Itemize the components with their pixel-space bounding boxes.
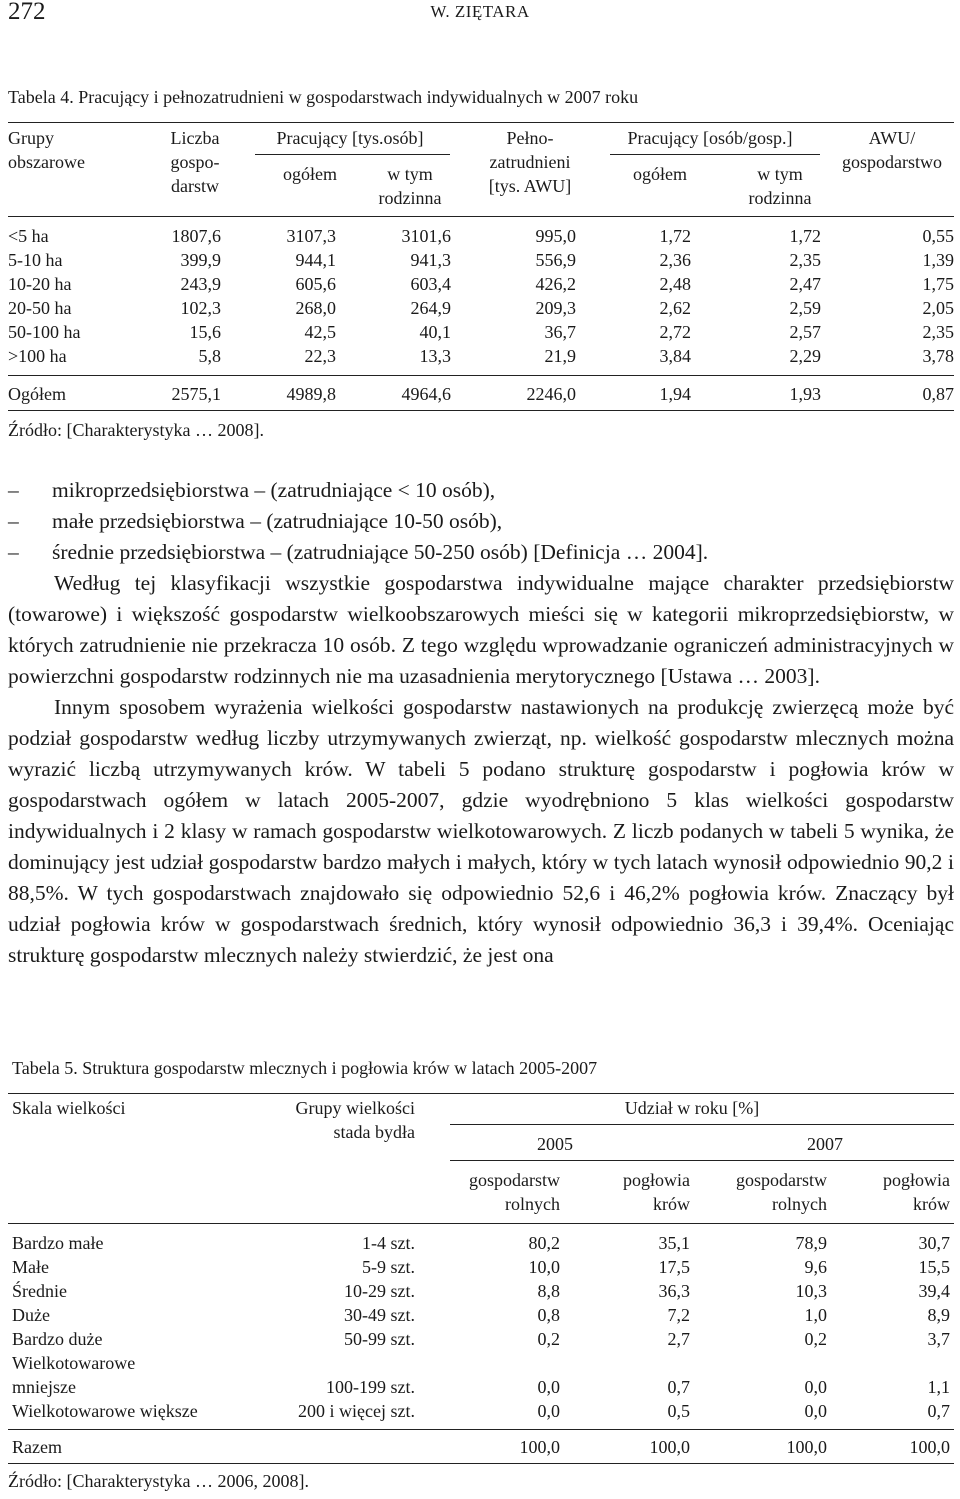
table-row: [6, 1327, 956, 1351]
running-head: W. ZIĘTARA: [430, 2, 530, 21]
t4-cell: 1,72: [659, 226, 691, 246]
t5-cell: 200 i więcej szt.: [298, 1401, 415, 1421]
t4-cell: 2,35: [922, 322, 954, 342]
t5-cell: 100-199 szt.: [326, 1377, 415, 1397]
t5-cell: 1,1: [927, 1377, 950, 1397]
t4-head-awu2: gospodarstwo: [842, 152, 942, 172]
t5-cell: 0,7: [927, 1401, 950, 1421]
t4-head-liczba2: gospo-: [170, 152, 220, 172]
table5-source: Źródło: [Charakterystyka … 2006, 2008].: [8, 1471, 309, 1491]
t4-cell: 50-100 ha: [8, 322, 81, 342]
t4-cell: 426,2: [535, 274, 576, 294]
t5-cell: Wielkotowarowe większe: [12, 1401, 198, 1421]
table5-total-rule: [8, 1429, 954, 1430]
table5-bottom-rule: [8, 1463, 954, 1464]
t5-cell: 0,0: [537, 1377, 560, 1397]
t4-cell: 605,6: [295, 274, 336, 294]
t5-head-gosp1-a: gospodarstw: [469, 1170, 560, 1190]
enterprise-class-list: [8, 475, 954, 568]
table-row: [2, 320, 960, 344]
t4-cell: 2,05: [922, 298, 954, 318]
bullet-dash: –: [8, 509, 19, 533]
t4-cell: 3107,3: [286, 226, 336, 246]
paragraph: Według tej klasyfikacji wszystkie gospodarstwa indywidualne mające charakter przedsiębiorstw (towarowe) i większość gospodarstw wielkoobszarowych mieści się w kategorii mikroprzedsiębiorstw, w których zatrudnienie nie przekracza 10 osób. Z tego względu wprowadzanie ograniczeń administracyjnych w powierzchni gospodarstw rodzinnych nie ma uzasadnienia merytorycznego [Ustawa … 2003].: [8, 571, 954, 688]
table5-caption: Tabela 5. Struktura gospodarstw mlecznych i pogłowia krów w latach 2005-2007: [12, 1058, 598, 1078]
t5-cell: 1-4 szt.: [362, 1233, 415, 1253]
t4-cell: 10-20 ha: [8, 274, 72, 294]
t4-cell: 21,9: [544, 346, 576, 366]
t4-total-cell: 0,87: [922, 384, 954, 404]
t5-cell: 15,5: [918, 1257, 950, 1277]
t5-head-gosp2-a: rolnych: [505, 1194, 560, 1214]
bullet-dash: –: [8, 478, 19, 502]
t4-head-rodzinna-2: rodzinna: [748, 188, 812, 208]
t4-cell: 102,3: [180, 298, 221, 318]
table4-caption: Tabela 4. Pracujący i pełnozatrudnieni w gospodarstwach indywidualnych w 2007 roku: [8, 87, 639, 107]
t4-head-ogolem-1: ogółem: [283, 164, 337, 184]
body-text: [8, 568, 954, 971]
table4-bottom-rule: [8, 410, 954, 411]
t4-total-cell: 2246,0: [526, 384, 576, 404]
t5-subhead-rule-2: [450, 1160, 954, 1161]
table4-total: [2, 382, 960, 406]
t4-cell: 5,8: [198, 346, 221, 366]
table4-total-rule: [8, 375, 954, 376]
t5-cell: Duże: [12, 1305, 50, 1325]
table-row: [6, 1375, 956, 1399]
t5-cell: 80,2: [528, 1233, 560, 1253]
t4-subhead-rule-1: [255, 154, 450, 155]
t4-cell: 2,48: [659, 274, 691, 294]
t5-cell: 1,0: [804, 1305, 827, 1325]
bullet-dash: –: [8, 540, 19, 564]
t4-cell: 268,0: [295, 298, 336, 318]
t5-cell: Wielkotowarowe: [12, 1353, 136, 1373]
t4-head-awu1: AWU/: [868, 128, 916, 148]
t4-cell: 20-50 ha: [8, 298, 72, 318]
table-row: [6, 1279, 956, 1303]
t5-cell: 78,9: [795, 1233, 827, 1253]
t5-total-cell: 100,0: [909, 1437, 950, 1457]
t4-cell: >100 ha: [8, 346, 67, 366]
t4-cell: 941,3: [410, 250, 451, 270]
table-row: [6, 1255, 956, 1279]
t4-cell: 2,29: [789, 346, 821, 366]
table-row: [2, 272, 960, 296]
t5-cell: 9,6: [804, 1257, 827, 1277]
t5-cell: 39,4: [918, 1281, 950, 1301]
table-row: [6, 1303, 956, 1327]
t4-cell: 264,9: [410, 298, 451, 318]
t5-head-gosp1-b: gospodarstw: [736, 1170, 827, 1190]
table5-body: [6, 1231, 956, 1423]
t5-cell: 7,2: [667, 1305, 690, 1325]
t4-head-grupy1: Grupy: [8, 128, 54, 148]
t4-head-rodzinna-1: rodzinna: [378, 188, 442, 208]
t4-head-wtym-1: w tym: [387, 164, 433, 184]
t4-cell: 1,75: [922, 274, 954, 294]
paragraph: Innym sposobem wyrażenia wielkości gospodarstw nastawionych na produkcję zwierzęcą może być podział gospodarstw według liczby utrzymywanych zwierząt, np. wielkość gospodarstw mlecznych można wyrazić liczbą utrzymywanych krów. W tabeli 5 podano strukturę gospodarstw i pogłowia krów w gospodarstwach ogółem w latach 2005-2007, gdzie wyodrębniono 5 klas wielkości gospodarstw indywidualnych i 2 klasy w ramach gospodarstw wielkotowarowych. Z liczb podanych w tabeli 5 wynika, że dominujący jest udział gospodarstw bardzo małych i małych, który w tych latach wynosił odpowiednio 90,2 i 88,5%. W tych gospodarstwach znajdowało się odpowiednio 52,6 i 46,2% pogłowia krów. Znaczący był udział pogłowia krów w gospodarstwach średnich, który wynosił odpowiednio 36,3 i 39,4%. Oceniając strukturę gospodarstw mlecznych należy stwierdzić, że jest ona: [8, 695, 954, 967]
table-row-total: [6, 1435, 956, 1459]
t4-head-pelno1: Pełno-: [506, 128, 554, 148]
t4-cell: 1807,6: [171, 226, 221, 246]
t5-cell: 0,8: [537, 1305, 560, 1325]
t4-cell: 2,62: [659, 298, 691, 318]
t4-cell: 209,3: [535, 298, 576, 318]
t4-head-grupy2: obszarowe: [8, 152, 85, 172]
list-item: [8, 537, 954, 568]
t5-head-grupy1: Grupy wielkości: [295, 1098, 415, 1118]
t4-head-pelno3: [tys. AWU]: [488, 176, 572, 196]
t4-head-wtym-2: w tym: [757, 164, 803, 184]
t4-cell: 399,9: [180, 250, 221, 270]
list-item: [8, 506, 954, 537]
t5-cell: 0,0: [537, 1401, 560, 1421]
t4-cell: 995,0: [535, 226, 576, 246]
table-row: [2, 344, 960, 368]
t4-cell: 42,5: [304, 322, 336, 342]
list-item: [8, 475, 954, 506]
table4-top-rule: [8, 122, 954, 123]
t4-cell: 2,72: [659, 322, 691, 342]
t5-total-cell: [226, 1435, 421, 1459]
table5-total: [6, 1435, 956, 1459]
t4-total-cell: Ogółem: [8, 384, 66, 404]
t5-head-2005: 2005: [537, 1134, 573, 1154]
t5-cell: 0,2: [537, 1329, 560, 1349]
list-item-text: mikroprzedsiębiorstwa – (zatrudniające < 10 osób),: [52, 478, 496, 502]
t4-total-cell: 4989,8: [286, 384, 336, 404]
t5-total-cell: 100,0: [519, 1437, 560, 1457]
t5-total-cell: 100,0: [786, 1437, 827, 1457]
t4-cell: 1,39: [922, 250, 954, 270]
t4-cell: 243,9: [180, 274, 221, 294]
t5-total-cell: Razem: [12, 1437, 62, 1457]
t5-cell: 17,5: [658, 1257, 690, 1277]
t5-cell: 8,9: [927, 1305, 950, 1325]
t4-cell: 0,55: [922, 226, 954, 246]
t4-head-pelno2: zatrudnieni: [489, 152, 571, 172]
t5-cell: 8,8: [537, 1281, 560, 1301]
list-item-text: średnie przedsiębiorstwa – (zatrudniające 50-250 osób) [Definicja … 2004].: [52, 540, 709, 564]
t4-cell: 3,78: [922, 346, 954, 366]
t4-cell: 603,4: [410, 274, 451, 294]
t4-total-cell: 2575,1: [171, 384, 221, 404]
t5-cell: 2,7: [667, 1329, 690, 1349]
table-row: [6, 1399, 956, 1423]
t5-cell: Średnie: [12, 1281, 67, 1301]
t4-cell: 2,35: [789, 250, 821, 270]
t5-cell: 0,0: [804, 1401, 827, 1421]
table-row: [2, 224, 960, 248]
t4-cell: <5 ha: [8, 226, 49, 246]
t4-cell: 3101,6: [401, 226, 451, 246]
t4-head-ogolem-2: ogółem: [633, 164, 687, 184]
t5-cell: 30,7: [918, 1233, 950, 1253]
t4-cell: 556,9: [535, 250, 576, 270]
t4-total-cell: 1,94: [659, 384, 691, 404]
t5-cell: Małe: [12, 1257, 49, 1277]
t5-cell: 10,0: [528, 1257, 560, 1277]
table-row-total: [2, 382, 960, 406]
t4-total-cell: 1,93: [789, 384, 821, 404]
t5-cell: 0,2: [804, 1329, 827, 1349]
t4-cell: 944,1: [295, 250, 336, 270]
t5-head-2007: 2007: [807, 1134, 843, 1154]
table-row: [2, 248, 960, 272]
t5-subhead-rule-1: [450, 1124, 954, 1125]
t4-cell: 36,7: [544, 322, 576, 342]
t5-total-cell: 100,0: [649, 1437, 690, 1457]
t4-cell: 22,3: [304, 346, 336, 366]
t4-cell: 13,3: [419, 346, 451, 366]
table5-top-rule: [8, 1093, 954, 1094]
t4-cell: 15,6: [189, 322, 221, 342]
t4-head-liczba1: Liczba: [170, 128, 220, 148]
t5-cell: 36,3: [658, 1281, 690, 1301]
t5-cell: 50-99 szt.: [344, 1329, 415, 1349]
t5-cell: 35,1: [658, 1233, 690, 1253]
t5-head-skala: Skala wielkości: [12, 1098, 126, 1118]
t5-head-grupy2: stada bydła: [333, 1122, 415, 1142]
t4-cell: 2,57: [789, 322, 821, 342]
page-number: 272: [8, 0, 46, 25]
t5-head-gosp2-b: rolnych: [772, 1194, 827, 1214]
t5-cell: 3,7: [927, 1329, 950, 1349]
t4-head-pracujacy-gosp: Pracujący [osób/gosp.]: [627, 128, 793, 148]
list-item-text: małe przedsiębiorstwa – (zatrudniające 10-50 osób),: [52, 509, 503, 533]
t5-cell: Bardzo małe: [12, 1233, 104, 1253]
t4-total-cell: 4964,6: [401, 384, 451, 404]
t4-cell: 40,1: [419, 322, 451, 342]
t5-cell: 0,5: [667, 1401, 690, 1421]
t5-head-pogl1-b: pogłowia: [883, 1170, 950, 1190]
table-row: [6, 1231, 956, 1255]
t5-head-udzial: Udział w roku [%]: [624, 1098, 760, 1118]
table4-body: [2, 224, 960, 368]
table5-head-rule: [8, 1223, 954, 1224]
t4-cell: 2,47: [789, 274, 821, 294]
t4-head-liczba3: darstw: [171, 176, 219, 196]
t4-cell: 5-10 ha: [8, 250, 63, 270]
t5-cell: mniejsze: [12, 1377, 76, 1397]
t5-cell: 0,7: [667, 1377, 690, 1397]
t5-cell: 10-29 szt.: [344, 1281, 415, 1301]
t5-cell: 10,3: [795, 1281, 827, 1301]
t5-head-pogl1-a: pogłowia: [623, 1170, 690, 1190]
t5-head-pogl2-b: krów: [913, 1194, 950, 1214]
t4-cell: 1,72: [789, 226, 821, 246]
t4-cell: 3,84: [659, 346, 691, 366]
t4-head-pracujacy-tys: Pracujący [tys.osób]: [276, 128, 424, 148]
t5-cell: Bardzo duże: [12, 1329, 103, 1349]
table-row: [2, 296, 960, 320]
t5-cell: 0,0: [804, 1377, 827, 1397]
t5-head-pogl2-a: krów: [653, 1194, 690, 1214]
table-row: [6, 1351, 956, 1375]
table4-source: Źródło: [Charakterystyka … 2008].: [8, 420, 264, 440]
t4-cell: 2,36: [659, 250, 691, 270]
t4-cell: 2,59: [789, 298, 821, 318]
t4-subhead-rule-2: [610, 154, 820, 155]
t5-cell: 5-9 szt.: [362, 1257, 415, 1277]
table4-head-rule: [8, 216, 954, 217]
t5-cell: 30-49 szt.: [344, 1305, 415, 1325]
